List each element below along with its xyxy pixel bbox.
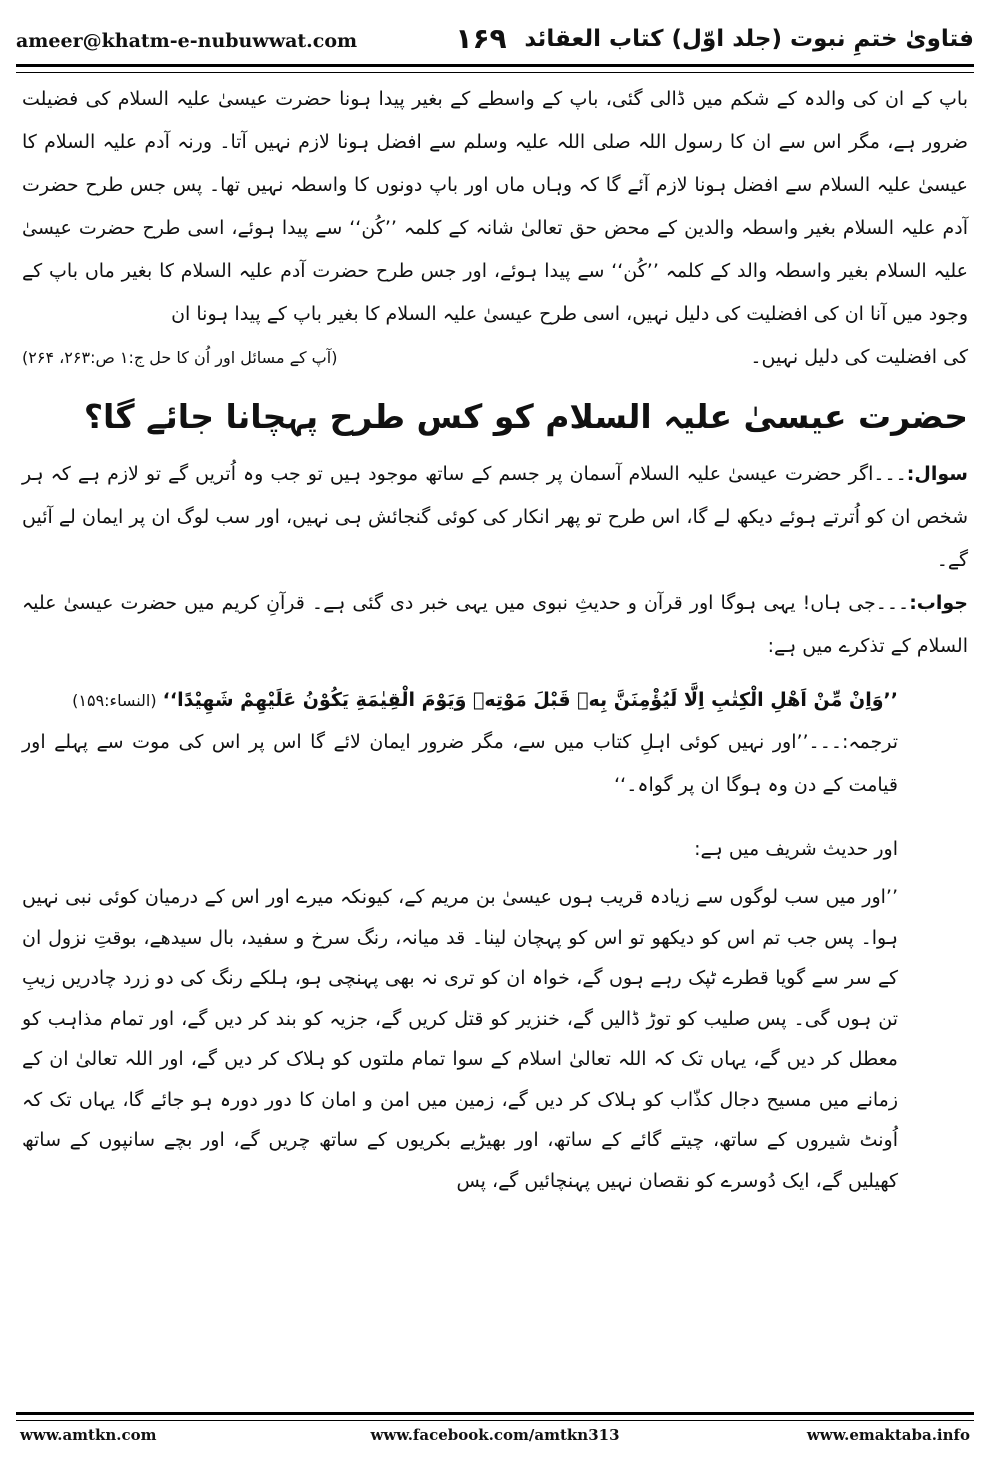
- question-label: سوال:: [906, 463, 968, 485]
- question-paragraph: [22, 453, 968, 582]
- reference-line: [22, 336, 968, 379]
- paragraph-intro-end: کی افضلیت کی دلیل نہیں۔: [750, 346, 968, 368]
- page-number: ۱۶۹: [455, 22, 507, 55]
- page-body: [22, 78, 968, 1404]
- footer-link-right[interactable]: www.emaktaba.info: [806, 1426, 970, 1444]
- page-header: [16, 22, 974, 62]
- page-footer: [16, 1426, 974, 1450]
- header-email[interactable]: ameer@khatm-e-nubuwwat.com: [16, 30, 358, 52]
- footer-link-center[interactable]: www.facebook.com/amtkn313: [370, 1426, 620, 1444]
- book-title: فتاویٰ ختمِ نبوت (جلد اوّل) کتاب العقائد: [524, 26, 974, 52]
- section-heading: حضرت عیسیٰ علیہ السلام کو کس طرح پہچانا جائے گا؟: [83, 397, 968, 436]
- footer-link-left[interactable]: www.amtkn.com: [20, 1426, 157, 1444]
- quran-ayah: ’’وَاِنْ مِّنْ اَهْلِ الْكِتٰبِ اِلَّا لَيُؤْمِنَنَّ بِهٖ قَبْلَ مَوْتِهٖ وَيَوْمَ الْقِيٰمَةِ يَكُوْنُ عَلَيْهِمْ شَهِيْدًا‘‘: [162, 689, 898, 711]
- quran-citation: (النساء:۱۵۹): [72, 691, 157, 710]
- source-reference: (آپ کے مسائل اور اُن کا حل ج:۱ ص:۲۶۳، ۲۶۴): [22, 348, 338, 367]
- hadith-text: ’’اور میں سب لوگوں سے زیادہ قریب ہوں عیسیٰ بن مریم کے، کیونکہ میرے اور اس کے درمیان کوئی نبی نہیں ہوا۔ پس جب تم اس کو دیکھو تو اس کو پہچان لینا۔ قد میانہ، رنگ سرخ و سفید، بال سیدھے، بوقتِ نزول ان کے سر سے گویا قطرے ٹپک رہے ہوں گے، خواہ ان کو تری نہ بھی پہنچی ہو، ہلکے رنگ کی دو زرد چادریں زیبِ تن ہوں گی۔ پس صلیب کو توڑ ڈالیں گے، خنزیر کو قتل کریں گے، جزیہ کو بند کر دیں گے، اور تمام مذاہب کو معطل کر دیں گے، یہاں تک کہ اللہ تعالیٰ اسلام کے سوا تمام ملتوں کو ہلاک کر دیں گے، اور اللہ تعالیٰ ان کے زمانے میں مسیح دجال کذّاب کو ہلاک کر دیں گے، زمین میں امن و امان کا دور دورہ ہو جائے گا، یہاں تک کہ اُونٹ شیروں کے ساتھ، چیتے گائے کے ساتھ، اور بھیڑیے بکریوں کے ساتھ چریں گے، اور بچے سانپوں کے ساتھ کھیلیں گے، ایک دُوسرے کو نقصان نہیں پہنچائیں گے، پس: [22, 886, 898, 1192]
- verse-translation: ترجمہ:۔۔۔’’اور نہیں کوئی اہلِ کتاب میں سے، مگر ضرور ایمان لائے گا اس پر اس کی موت سے پہلے اور قیامت کے دن وہ ہوگا ان پر گواہ۔‘‘: [22, 731, 898, 796]
- header-divider: [16, 64, 974, 73]
- footer-divider: [16, 1412, 974, 1421]
- paragraph-intro: باپ کے ان کی والدہ کے شکم میں ڈالی گئی، باپ کے واسطے کے بغیر پیدا ہونا حضرت عیسیٰ علیہ السلام کی فضیلت ضرور ہے، مگر اس سے ان کا رسول اللہ صلی اللہ علیہ وسلم سے افضل ہونا لازم نہیں آتا۔ ورنہ آدم علیہ السلام کا عیسیٰ علیہ السلام سے افضل ہونا لازم آئے گا کہ وہاں ماں اور باپ دونوں کا واسطہ نہیں تھا۔ پس جس طرح حضرت آدم علیہ السلام بغیر واسطہ والدین کے محض حق تعالیٰ شانہ کے کلمہ ’’کُن‘‘ سے پیدا ہوئے، اسی طرح حضرت عیسیٰ علیہ السلام بغیر واسطہ والد کے کلمہ ’’کُن‘‘ سے پیدا ہوئے، اور جس طرح حضرت آدم علیہ السلام کا بغیر ماں باپ کے وجود میں آنا ان کی افضلیت کی دلیل نہیں، اسی طرح عیسیٰ علیہ السلام کا بغیر باپ کے پیدا ہونا ان: [22, 88, 968, 325]
- hadith-intro: اور حدیث شریف میں ہے:: [694, 838, 898, 860]
- quran-verse: [22, 680, 898, 721]
- question-text: ۔۔۔اگر حضرت عیسیٰ علیہ السلام آسمان پر جسم کے ساتھ موجود ہیں تو جب وہ اُتریں گے تو لازم ہے کہ ہر شخص ان کو اُترتے ہوئے دیکھ لے گا، اس طرح تو پھر انکار کی کوئی گنجائش ہی نہیں، اور سب لوگ ان پر ایمان لے آئیں گے۔: [22, 463, 968, 571]
- answer-paragraph: [22, 582, 968, 668]
- answer-text: ۔۔۔جی ہاں! یہی ہوگا اور قرآن و حدیثِ نبوی میں یہی خبر دی گئی ہے۔ قرآنِ کریم میں حضرت عیسیٰ علیہ السلام کے تذکرے میں ہے:: [22, 592, 968, 657]
- answer-label: جواب:: [909, 592, 968, 614]
